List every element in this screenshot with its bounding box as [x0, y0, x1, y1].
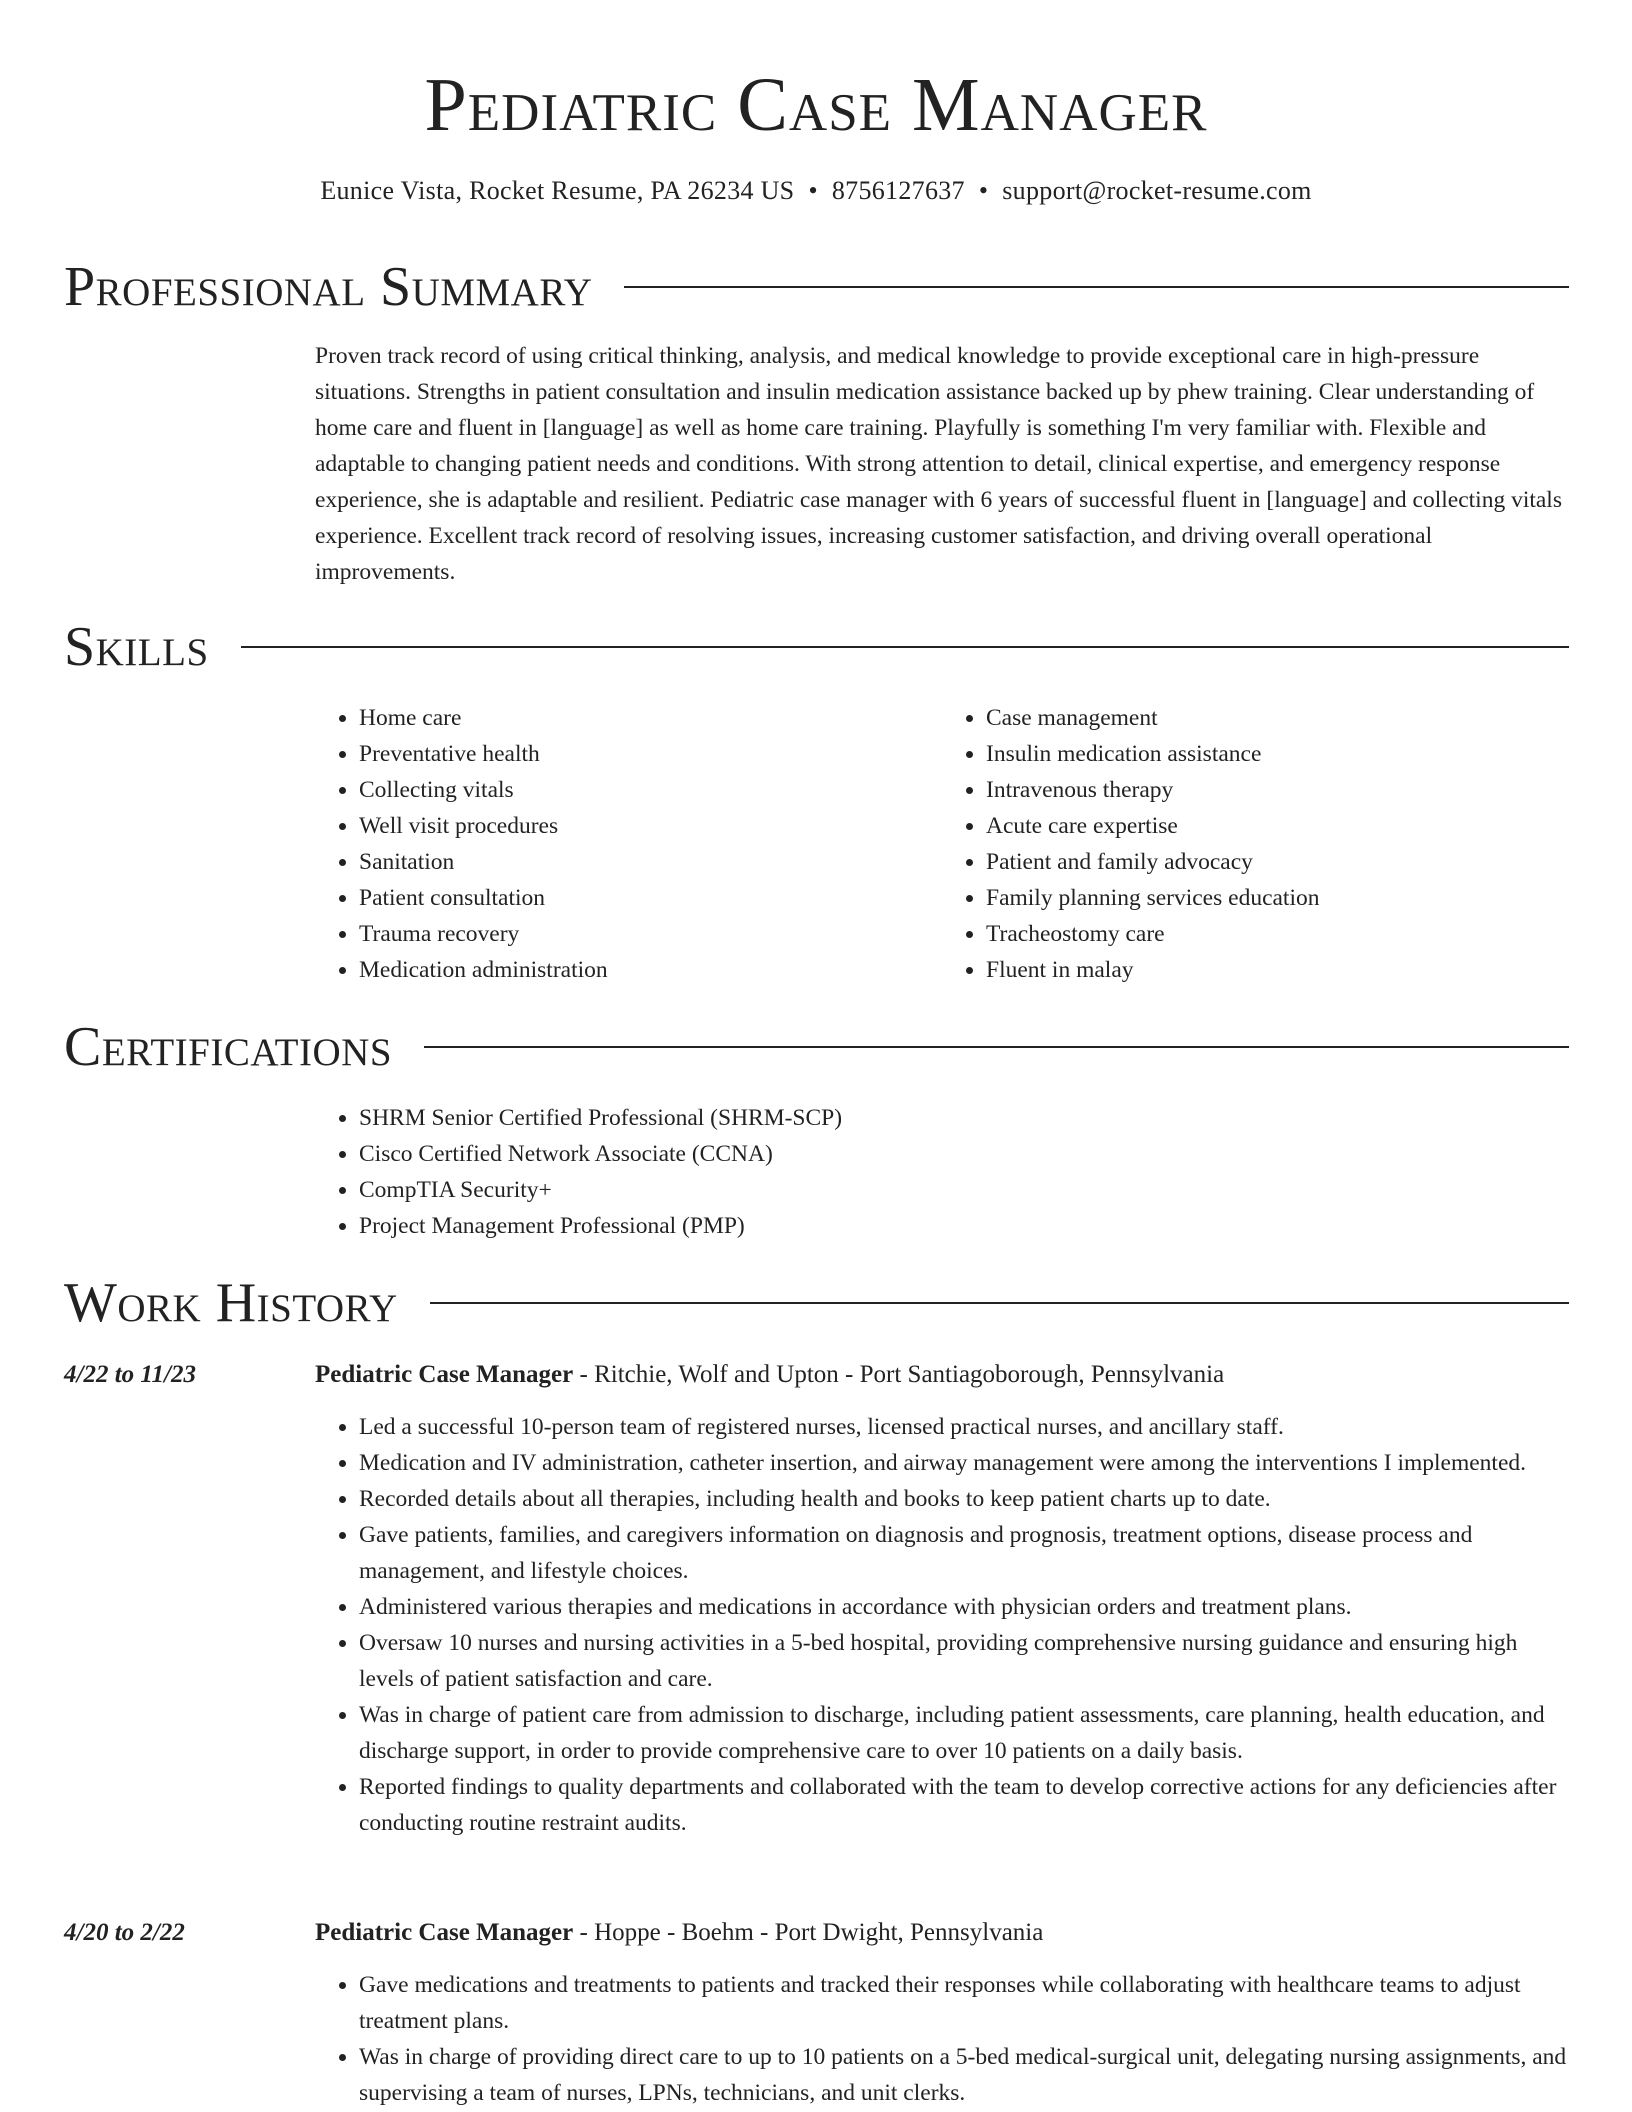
skill-item: • Home care: [359, 700, 942, 736]
job-duty: • Was in charge of providing direct care to up to 10 patients on a 5-bed medical-surgical unit, delegating nursing assignments, and supervising a team of nurses, LPNs, technicians, and unit clerks.: [359, 2039, 1569, 2111]
certifications-section-header: [64, 1012, 1569, 1082]
job-heading: [315, 1357, 1569, 1393]
skill-item: • Intravenous therapy: [986, 772, 1569, 808]
summary-section-header: [64, 252, 1569, 322]
job-duty: • Was in charge of patient care from admission to discharge, including patient assessments, care planning, health education, and discharge support, in order to provide comprehensive care to over 10 patients on a daily basis.: [359, 1697, 1569, 1769]
skill-item: • Tracheostomy care: [986, 916, 1569, 952]
certification-item: • Cisco Certified Network Associate (CCNA): [359, 1136, 1569, 1172]
contact-email: support@rocket-resume.com: [1002, 176, 1312, 205]
section-divider: [430, 1302, 1569, 1304]
skill-item: • Insulin medication assistance: [986, 736, 1569, 772]
summary-heading: Professional Summary: [64, 256, 593, 318]
skill-item: • Sanitation: [359, 844, 942, 880]
skill-item: • Medication administration: [359, 952, 942, 988]
job-title: Pediatric Case Manager: [315, 1919, 574, 1946]
job-employer: - Hoppe - Boehm - Port Dwight, Pennsylvania: [573, 1919, 1044, 1946]
skill-item: • Family planning services education: [986, 880, 1569, 916]
certifications-heading: Certifications: [64, 1016, 393, 1078]
skill-item: • Case management: [986, 700, 1569, 736]
skill-item: • Preventative health: [359, 736, 942, 772]
job-dates: 4/20 to 2/22: [64, 1919, 185, 1946]
skills-columns: [315, 700, 1569, 988]
job-title: Pediatric Case Manager: [315, 1361, 574, 1388]
work-history-heading: Work History: [64, 1272, 398, 1334]
contact-address: Eunice Vista, Rocket Resume, PA 26234 US: [320, 176, 795, 205]
job-duty: • Recorded details about all therapies, including health and books to keep patient charts up to date.: [359, 1481, 1569, 1517]
section-divider: [241, 646, 1569, 648]
skill-item: • Well visit procedures: [359, 808, 942, 844]
job-duty: • Oversaw 10 nurses and nursing activities in a 5-bed hospital, providing comprehensive nursing guidance and ensuring high levels of patient satisfaction and care.: [359, 1625, 1569, 1697]
job-duties-list: [315, 1967, 1569, 2111]
skill-item: • Patient consultation: [359, 880, 942, 916]
job-duties-list: [315, 1409, 1569, 1841]
job-employer: - Ritchie, Wolf and Upton - Port Santiagoborough, Pennsylvania: [573, 1361, 1225, 1388]
job-duty: • Medication and IV administration, catheter insertion, and airway management were among the interventions I implemented.: [359, 1445, 1569, 1481]
skills-list-right: [942, 700, 1569, 988]
certification-item: • Project Management Professional (PMP): [359, 1208, 1569, 1244]
section-divider: [424, 1046, 1569, 1048]
job-duty: • Reported findings to quality departments and collaborated with the team to develop corrective actions for any deficiencies after conducting routine restraint audits.: [359, 1769, 1569, 1841]
skill-item: • Collecting vitals: [359, 772, 942, 808]
contact-separator: •: [978, 176, 989, 205]
skill-item: • Patient and family advocacy: [986, 844, 1569, 880]
skill-item: • Acute care expertise: [986, 808, 1569, 844]
skills-heading: Skills: [64, 616, 209, 678]
job-duties: [315, 1967, 1569, 2111]
contact-phone: 8756127637: [831, 176, 965, 205]
contact-separator: •: [808, 176, 818, 205]
resume-title: Pediatric Case Manager: [424, 63, 1208, 147]
job-duty: • Gave patients, families, and caregivers information on diagnosis and prognosis, treatment options, disease process and management, and lifestyle choices.: [359, 1517, 1569, 1589]
certification-item: • SHRM Senior Certified Professional (SHRM-SCP): [359, 1100, 1569, 1136]
skill-item: • Fluent in malay: [986, 952, 1569, 988]
skills-section-header: [64, 612, 1569, 682]
job-dates: 4/22 to 11/23: [64, 1361, 196, 1388]
work-history-section-header: [64, 1268, 1569, 1338]
job-heading: [315, 1915, 1569, 1951]
skill-item: • Trauma recovery: [359, 916, 942, 952]
contact-line: [0, 174, 1632, 208]
job-duty: • Led a successful 10-person team of registered nurses, licensed practical nurses, and ancillary staff.: [359, 1409, 1569, 1445]
skills-list-left: [315, 700, 942, 988]
certifications-list-wrap: [315, 1100, 1569, 1244]
job-duty: • Gave medications and treatments to patients and tracked their responses while collaborating with healthcare teams to adjust treatment plans.: [359, 1967, 1569, 2039]
certification-item: • CompTIA Security+: [359, 1172, 1569, 1208]
job-duties: [315, 1409, 1569, 1841]
job-duty: • Administered various therapies and medications in accordance with physician orders and treatment plans.: [359, 1589, 1569, 1625]
section-divider: [624, 286, 1569, 288]
certifications-list: [315, 1100, 1569, 1244]
summary-text: Proven track record of using critical thinking, analysis, and medical knowledge to provide exceptional care in high-pressure situations. Strengths in patient consultation and insulin medication assistance backed up by phew training. Clear understanding of home care and fluent in [language] as well as home care training. Playfully is something I'm very familiar with. Flexible and adaptable to changing patient needs and conditions. With strong attention to detail, clinical expertise, and emergency response experience, she is adaptable and resilient. Pediatric case manager with 6 years of successful fluent in [language] and collecting vitals experience. Excellent track record of resolving issues, increasing customer satisfaction, and driving overall operational improvements.: [315, 343, 1562, 585]
